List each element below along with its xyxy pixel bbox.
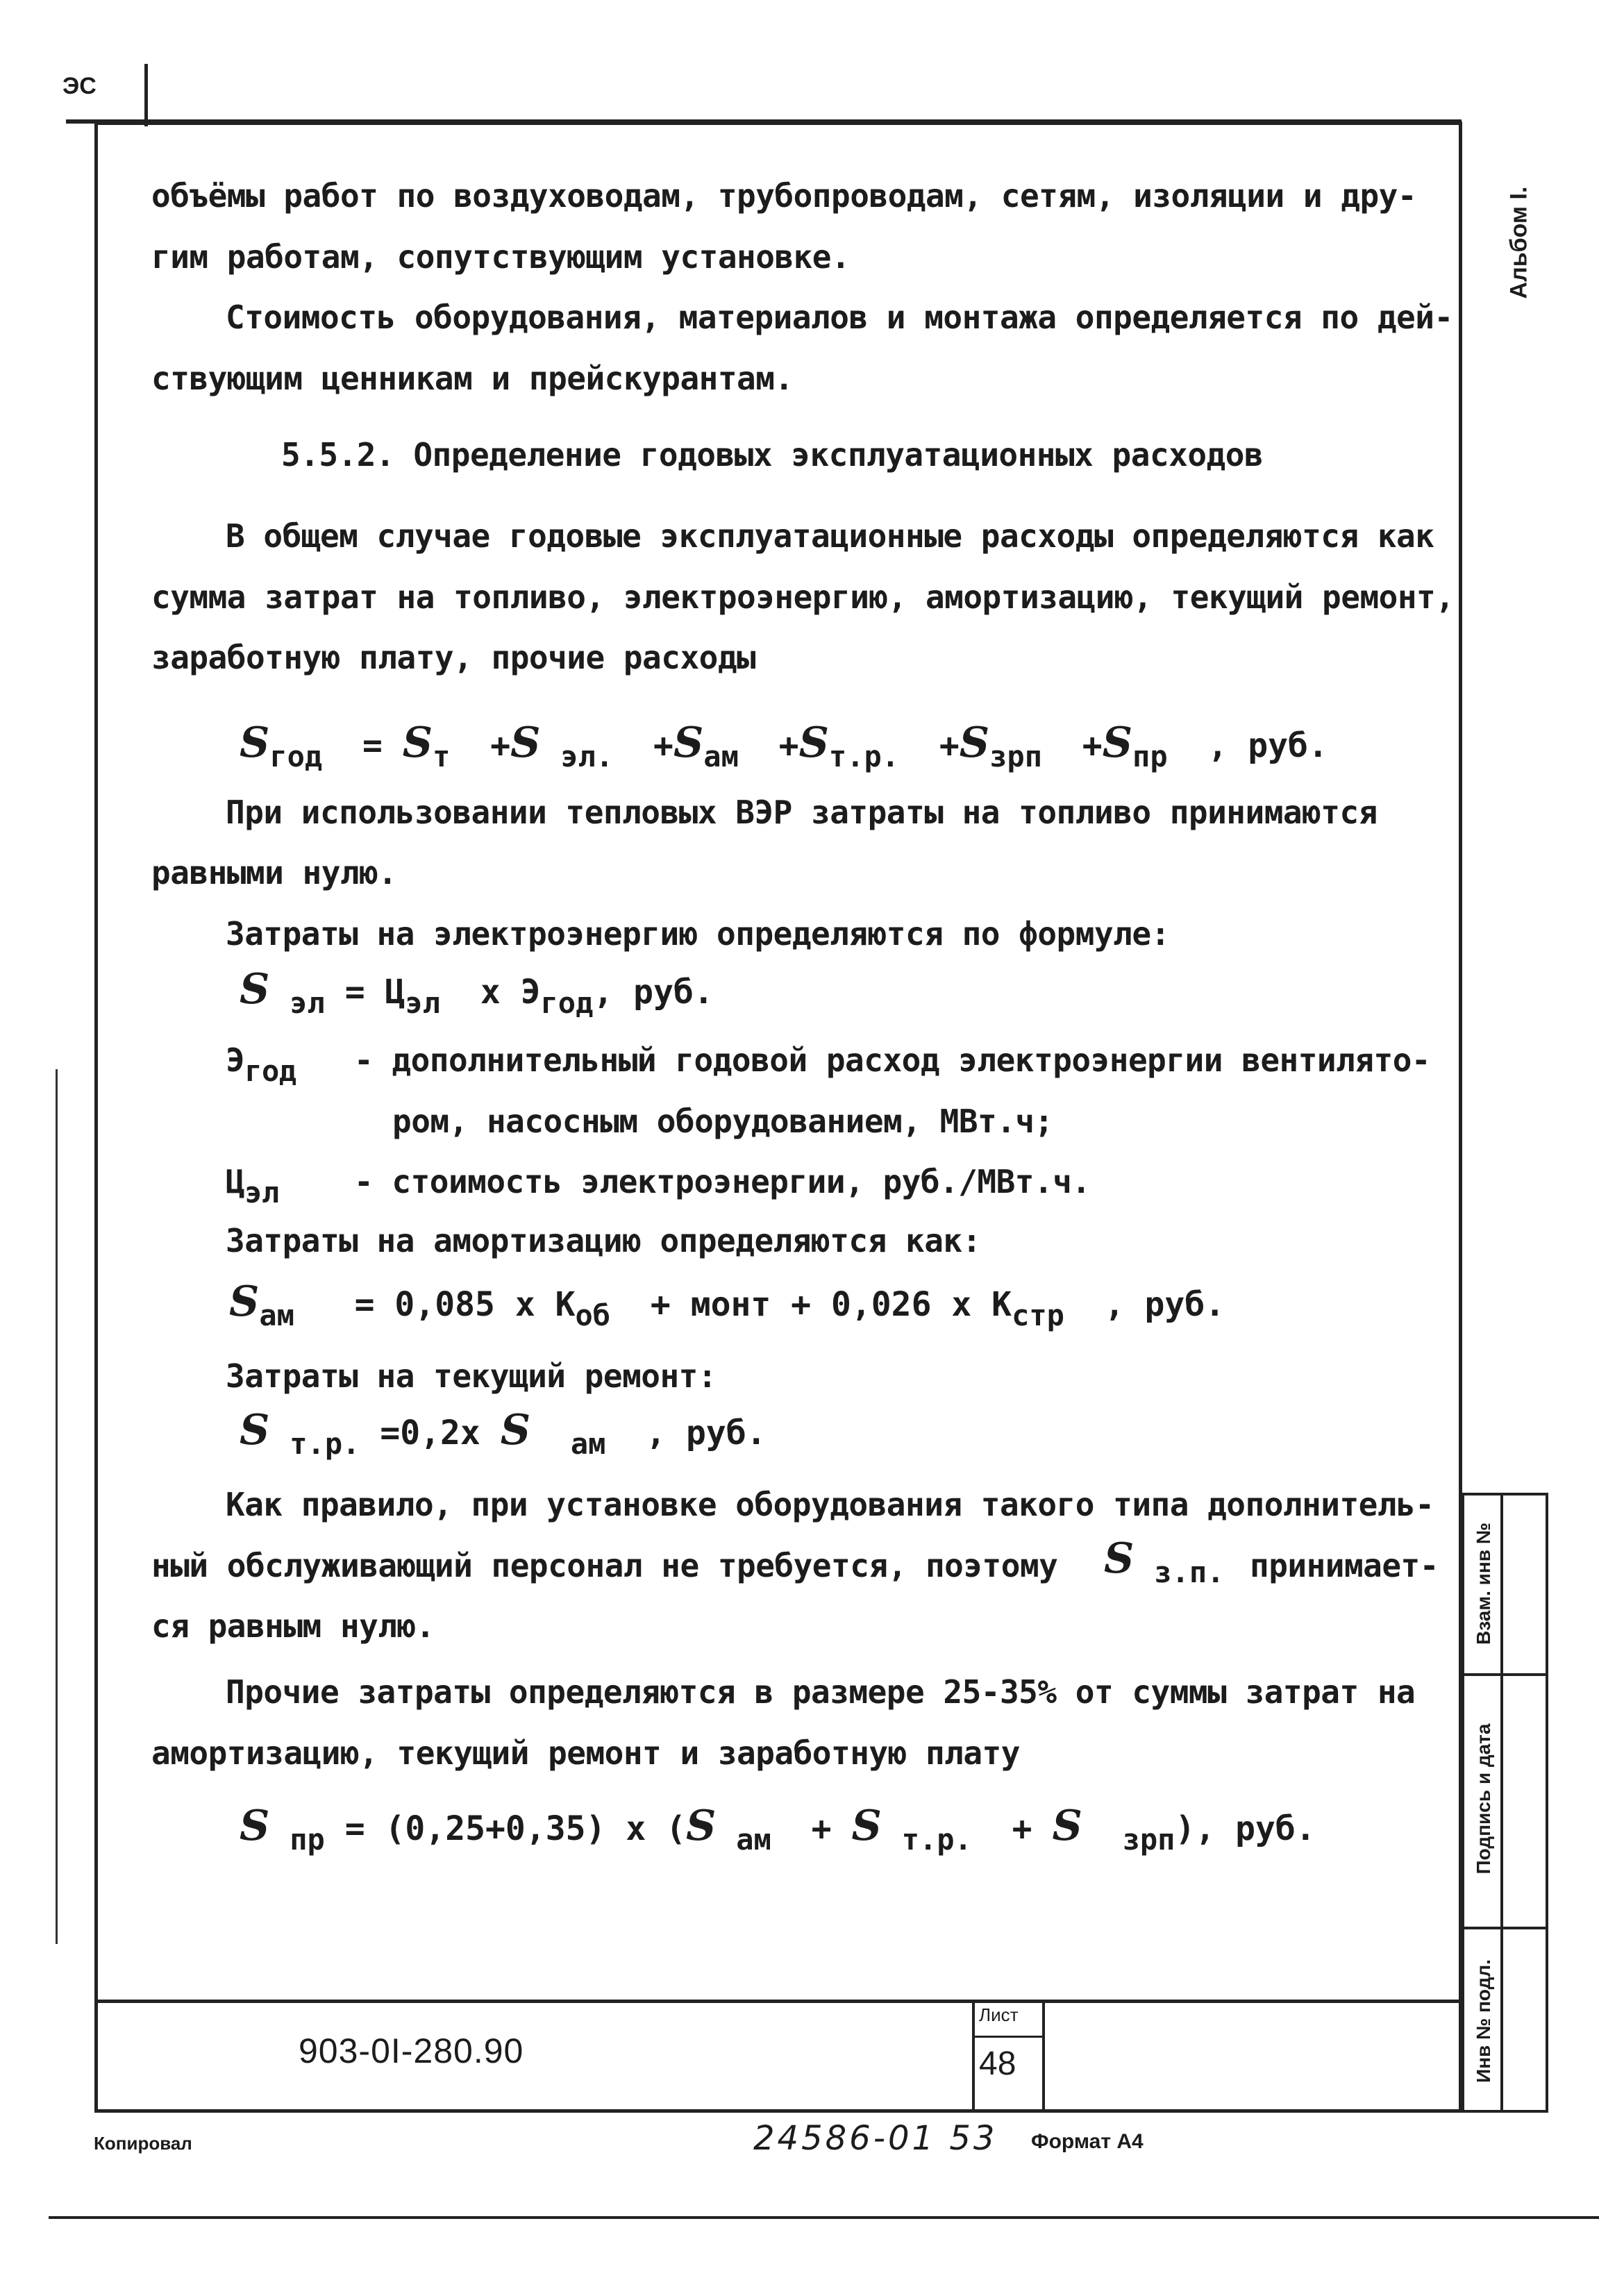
s-symbol: S [510, 719, 541, 767]
s-symbol: S [1052, 1802, 1082, 1850]
unit-rub: , руб. [593, 973, 714, 1012]
s-symbol: S [240, 1802, 270, 1850]
coef-part: =0,2x [380, 1414, 480, 1452]
symbol-c: Ц [226, 1163, 245, 1200]
formula-electricity [240, 965, 714, 1020]
s-symbol: S [1104, 1534, 1135, 1583]
def-c-el [226, 1163, 279, 1209]
stamp-divider-1 [1462, 1673, 1548, 1676]
sub-pr: пр [1132, 739, 1168, 773]
s-symbol: S [240, 965, 270, 1014]
text-line-16: Как правило, при установке оборудования такого типа дополнитель- [226, 1486, 1434, 1523]
s-symbol: S [240, 1406, 270, 1455]
s-symbol: S [851, 1802, 882, 1850]
stamp-label-replace: Взам. инв № [1473, 1523, 1494, 1645]
sub-zrp: зрп [1122, 1822, 1175, 1857]
unit-rub: ), руб. [1175, 1809, 1316, 1848]
s-symbol: S [673, 719, 704, 767]
sub-am: ам [703, 739, 739, 773]
sub-pr: пр [290, 1822, 325, 1857]
s-symbol: S [500, 1406, 531, 1455]
unit-rub: , руб. [646, 1414, 767, 1452]
document-code: 903-0I-280.90 [299, 2031, 524, 2070]
formula-annual-costs: $S_{год} = S_т +S$ $_{эл.} +S_{ам} +S_{т.р.} +S_{зрп} +S_{пр}$ , руб. [240, 719, 1328, 773]
symbol-e: Э [226, 1041, 245, 1079]
energy-symbol: x Э [480, 973, 541, 1012]
text-line-18: принимает- [1250, 1547, 1439, 1584]
unit-rub: , руб. [1104, 1285, 1225, 1324]
stamp-divider-2 [1462, 1927, 1548, 1929]
left-margin-line [56, 1069, 58, 1944]
text-line-5: В общем случае годовые эксплуатационные расходы определяются как [226, 517, 1434, 555]
corner-tick [144, 64, 148, 126]
sub-god: год [269, 739, 323, 773]
handwritten-number: 24586-01 53 [753, 2119, 998, 2158]
title-block-line [94, 2000, 1462, 2003]
text-line-3: Стоимость оборудования, материалов и монтажа определяется по дей- [226, 299, 1453, 336]
sub-god: год [540, 986, 594, 1020]
text-line-21: амортизацию, текущий ремонт и заработную плату [151, 1734, 1020, 1772]
sub-god: год [244, 1054, 296, 1088]
s-symbol: S [240, 719, 270, 767]
sub-tr: т.р. [290, 1427, 360, 1461]
formula-zp [1104, 1534, 1224, 1589]
s-symbol: S [798, 719, 829, 767]
text-line-8: При использовании тепловых ВЭР затраты на топливо принимаются [226, 794, 1378, 831]
sub-tr: т.р. [828, 739, 900, 773]
sub-zrp: зрп [989, 739, 1042, 773]
sub-str: стр [1012, 1298, 1064, 1332]
sub-zp: з.п. [1154, 1555, 1225, 1589]
sub-ob: об [575, 1298, 611, 1332]
album-label: Альбом I. [1505, 186, 1532, 299]
stamp-label-inventory: Инв № подл. [1473, 1959, 1494, 2084]
format-label: Формат А4 [1031, 2130, 1144, 2153]
sub-am: ам [570, 1427, 606, 1461]
coef-part-2: + монт + 0,026 x К [650, 1285, 1012, 1324]
sub-el: эл [290, 986, 325, 1020]
coef-part: = 0,085 x К [354, 1285, 576, 1324]
text-line-14: Затраты на амортизацию определяются как: [226, 1222, 981, 1259]
text-line-7: заработную плату, прочие расходы [151, 639, 756, 676]
sub-el: эл [244, 1175, 279, 1209]
def-e-god [226, 1041, 296, 1088]
formula-amortization [229, 1277, 1225, 1332]
sheet-label: Лист [979, 2004, 1019, 2025]
sheet-number: 48 [979, 2045, 1016, 2082]
sub-el: эл. [560, 739, 614, 773]
text-line-13: - стоимость электроэнергии, руб./МВт.ч. [354, 1163, 1091, 1200]
s-symbol: S [959, 719, 990, 767]
bottom-rule [49, 2216, 1599, 2219]
s-symbol: S [229, 1277, 260, 1326]
text-line-19: ся равным нулю. [151, 1607, 435, 1645]
text-line-15: Затраты на текущий ремонт: [226, 1357, 717, 1395]
text-line-12: ром, насосным оборудованием, МВт.ч; [392, 1103, 1053, 1140]
sub-am: ам [736, 1822, 771, 1857]
s-symbol: S [402, 719, 433, 767]
sub-tr: т.р. [901, 1822, 972, 1857]
text-line-10: Затраты на электроэнергию определяются по формуле: [226, 915, 1170, 953]
text-line-4: ствующим ценникам и прейскурантам. [151, 360, 794, 397]
text-line-9: равными нулю. [151, 854, 397, 891]
section-heading: 5.5.2. Определение годовых эксплуатационных расходов [281, 436, 1264, 474]
s-symbol: S [686, 1802, 717, 1850]
coef-part: = (0,25+0,35) x ( [344, 1809, 687, 1848]
stamp-label-signature: Подпись и дата [1473, 1723, 1494, 1875]
copied-label: Копировал [94, 2133, 192, 2154]
text-line-6: сумма затрат на топливо, электроэнергию, амортизацию, текущий ремонт, [151, 578, 1455, 616]
s-symbol: S [1102, 719, 1133, 767]
unit-rub: , руб. [1207, 726, 1328, 765]
text-line-2: гим работам, сопутствующим установке. [151, 238, 851, 276]
text-line-17: ный обслуживающий персонал не требуется, поэтому [151, 1547, 1058, 1584]
sub-el: эл [405, 986, 441, 1020]
sub-t: т [433, 739, 451, 773]
text-line-1: объёмы работ по воздуховодам, трубопроводам, сетям, изоляции и дру- [151, 177, 1417, 215]
sheet-box-divider [972, 2036, 1045, 2038]
formula-repair [240, 1406, 767, 1461]
text-line-11: - дополнительный годовой расход электроэнергии вентилято- [354, 1041, 1431, 1079]
sub-am: ам [259, 1298, 294, 1332]
formula-other-costs: S $_{пр}$ = (0,25+0,35) x (S $_{ам}$ + S $_{т.р.}$ + S $_{зрп}$), руб. [240, 1802, 1316, 1857]
text-line-20: Прочие затраты определяются в размере 25-35% от суммы затрат на [226, 1673, 1416, 1711]
corner-mark: ЭС [62, 73, 97, 99]
price-symbol: = Ц [344, 973, 405, 1012]
